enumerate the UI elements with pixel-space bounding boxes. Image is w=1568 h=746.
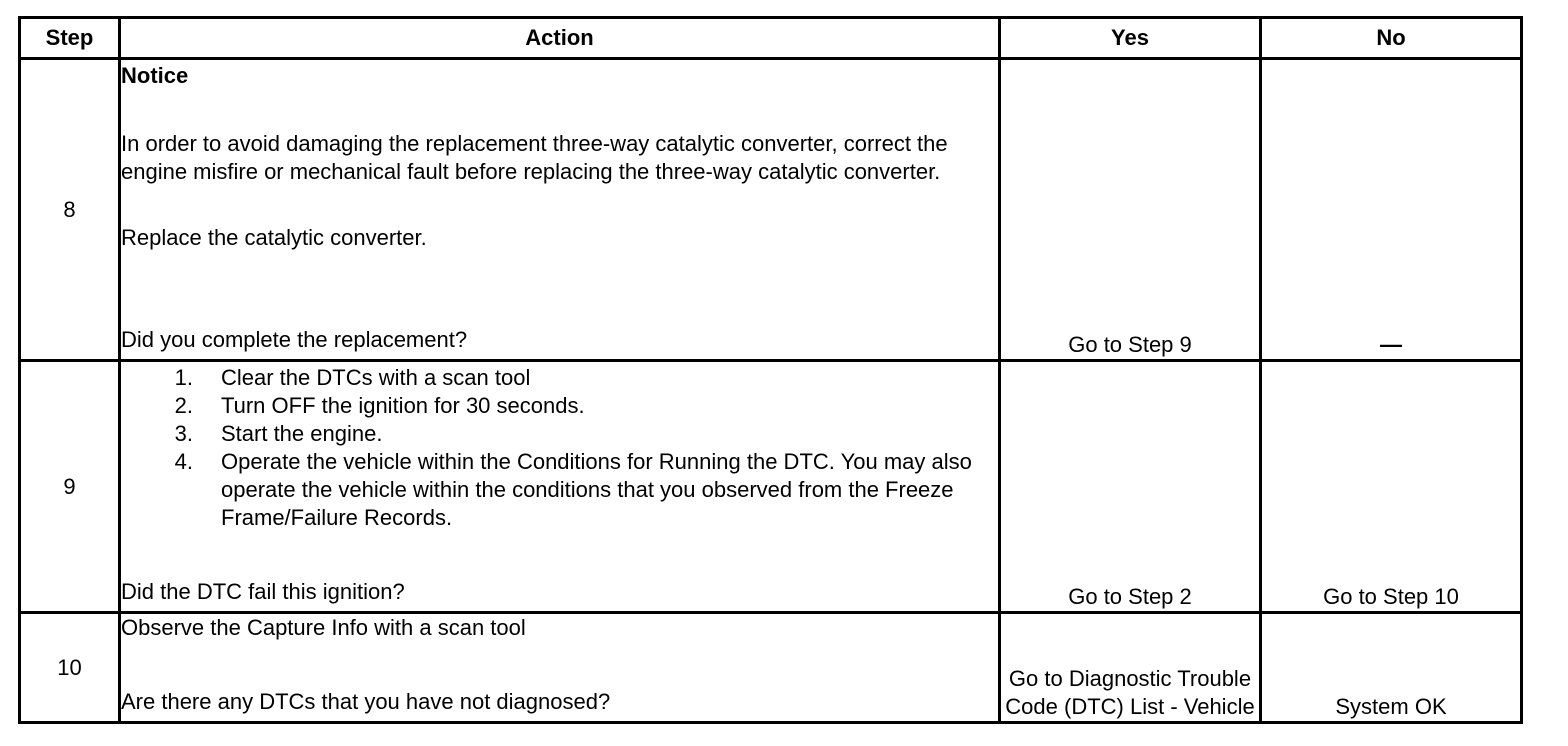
yes-result: Go to Diagnostic Trouble Code (DTC) List - Vehicle bbox=[1000, 613, 1261, 723]
no-result: Go to Step 10 bbox=[1261, 361, 1522, 613]
header-action: Action bbox=[120, 18, 1000, 59]
list-item bbox=[121, 448, 998, 532]
list-item bbox=[121, 420, 998, 448]
notice-title: Notice bbox=[121, 63, 189, 88]
yes-result: Go to Step 9 bbox=[1000, 59, 1261, 361]
header-yes: Yes bbox=[1000, 18, 1261, 59]
no-result: — bbox=[1261, 59, 1522, 361]
list-item-number: 2. bbox=[174, 393, 193, 418]
yes-result: Go to Step 2 bbox=[1000, 361, 1261, 613]
action-cell bbox=[120, 361, 1000, 613]
list-item-number: 1. bbox=[174, 365, 193, 390]
table-row bbox=[20, 361, 1522, 613]
instruction-text: Replace the catalytic converter. bbox=[121, 225, 427, 250]
instruction-text: Observe the Capture Info with a scan tool bbox=[121, 615, 526, 640]
list-item bbox=[121, 392, 998, 420]
question-text: Did the DTC fail this ignition? bbox=[121, 579, 405, 604]
procedure-list bbox=[121, 364, 998, 532]
list-item-text: Operate the vehicle within the Conditions for Running the DTC. You may also operate the vehicle within the conditions that you observed from the Freeze Frame/Failure Records. bbox=[221, 449, 972, 530]
step-number: 9 bbox=[20, 361, 120, 613]
header-step: Step bbox=[20, 18, 120, 59]
list-item-text: Start the engine. bbox=[221, 421, 383, 446]
notice-text: In order to avoid damaging the replacement three-way catalytic converter, correct the engine misfire or mechanical fault before replacing the three-way catalytic converter. bbox=[121, 131, 948, 184]
no-result: System OK bbox=[1261, 613, 1522, 723]
list-item-number: 4. bbox=[174, 449, 193, 474]
list-item bbox=[121, 364, 998, 392]
step-number: 10 bbox=[20, 613, 120, 723]
list-item-text: Turn OFF the ignition for 30 seconds. bbox=[221, 393, 585, 418]
table-row bbox=[20, 59, 1522, 361]
header-row bbox=[20, 18, 1522, 59]
step-number: 8 bbox=[20, 59, 120, 361]
header-no: No bbox=[1261, 18, 1522, 59]
action-cell bbox=[120, 613, 1000, 723]
question-text: Did you complete the replacement? bbox=[121, 327, 468, 352]
action-cell bbox=[120, 59, 1000, 361]
question-text: Are there any DTCs that you have not diagnosed? bbox=[121, 689, 611, 714]
list-item-number: 3. bbox=[174, 421, 193, 446]
list-item-text: Clear the DTCs with a scan tool bbox=[221, 365, 531, 390]
table-row bbox=[20, 613, 1522, 723]
diagnostic-table bbox=[18, 16, 1523, 724]
